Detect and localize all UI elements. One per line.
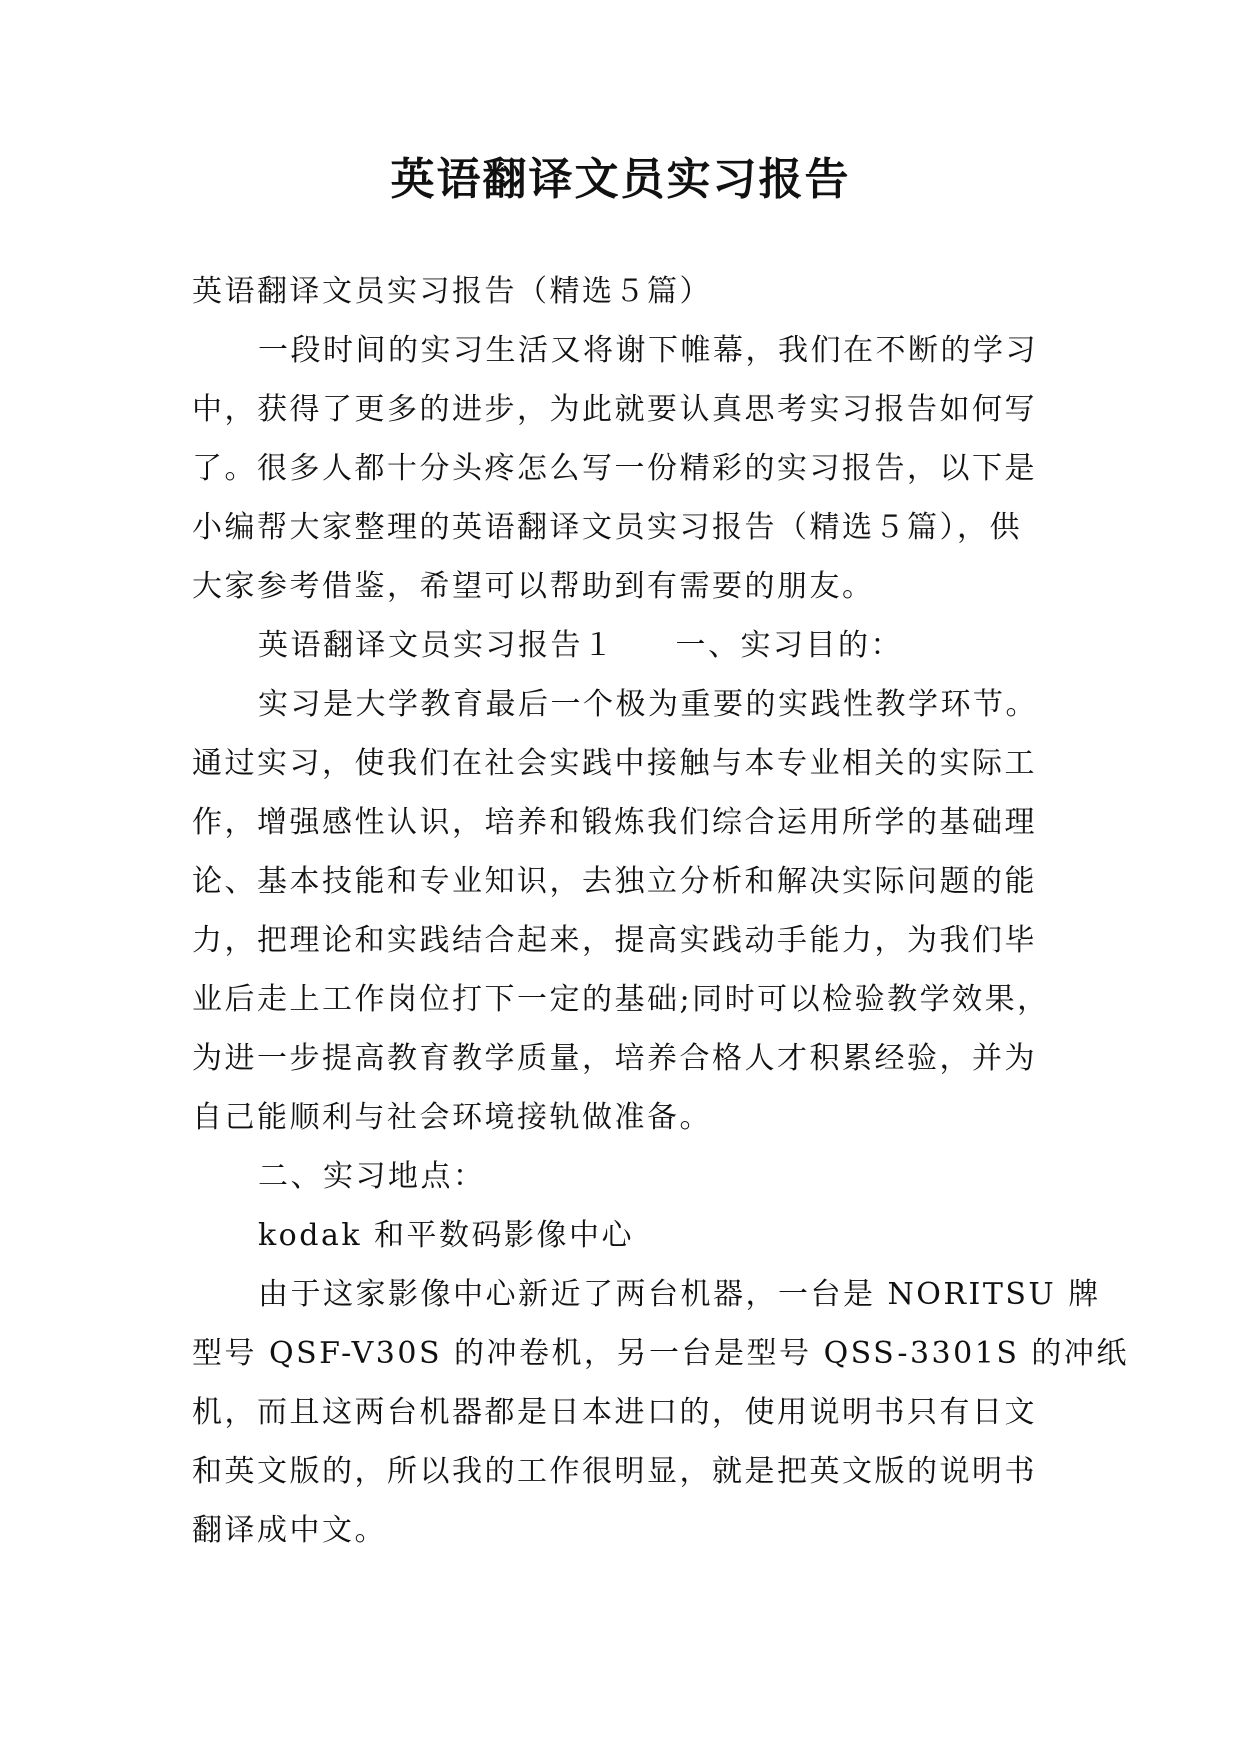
body-line-6: 大家参考借鉴，希望可以帮助到有需要的朋友。 [192, 569, 875, 604]
body-line-19: 型号 QSF-V30S 的冲卷机，另一台是型号 QSS-3301S 的冲纸 [192, 1336, 1129, 1371]
document-title: 英语翻译文员实习报告 [390, 154, 851, 205]
body-line-21: 和英文版的，所以我的工作很明显，就是把英文版的说明书 [192, 1454, 1037, 1489]
section-heading-location: 二、实习地点： [258, 1159, 486, 1194]
body-line-7 [192, 616, 1072, 675]
body-line-8: 实习是大学教育最后一个极为重要的实践性教学环节。 [258, 687, 1038, 722]
document-body [192, 262, 1129, 1560]
body-line-15: 自己能顺利与社会环境接轨做准备。 [192, 1100, 712, 1135]
body-line-18: 由于这家影像中心新近了两台机器，一台是 NORITSU 牌 [258, 1277, 1101, 1312]
body-line-9: 通过实习，使我们在社会实践中接触与本专业相关的实际工 [192, 746, 1037, 781]
body-line-10: 作，增强感性认识，培养和锻炼我们综合运用所学的基础理 [192, 805, 1037, 840]
section-heading-purpose: 一、实习目的： [675, 628, 903, 663]
body-line-1: 英语翻译文员实习报告（精选５篇） [192, 274, 712, 309]
body-line-12: 力，把理论和实践结合起来，提高实践动手能力，为我们毕 [192, 923, 1037, 958]
body-line-13: 业后走上工作岗位打下一定的基础;同时可以检验教学效果， [192, 982, 1050, 1017]
body-line-17: kodak 和平数码影像中心 [258, 1218, 635, 1253]
body-line-3: 中，获得了更多的进步，为此就要认真思考实习报告如何写 [192, 392, 1037, 427]
body-line-20: 机，而且这两台机器都是日本进口的，使用说明书只有日文 [192, 1395, 1037, 1430]
body-line-11: 论、基本技能和专业知识，去独立分析和解决实际问题的能 [192, 864, 1037, 899]
body-line-4: 了。很多人都十分头疼怎么写一份精彩的实习报告，以下是 [192, 451, 1037, 486]
body-line-5: 小编帮大家整理的英语翻译文员实习报告（精选５篇），供 [192, 510, 1022, 545]
body-line-14: 为进一步提高教育教学质量，培养合格人才积累经验，并为 [192, 1041, 1037, 1076]
body-line-2: 一段时间的实习生活又将谢下帷幕，我们在不断的学习 [258, 333, 1038, 368]
section-heading-report-1: 英语翻译文员实习报告１ [258, 628, 616, 663]
body-line-22: 翻译成中文。 [192, 1513, 387, 1548]
